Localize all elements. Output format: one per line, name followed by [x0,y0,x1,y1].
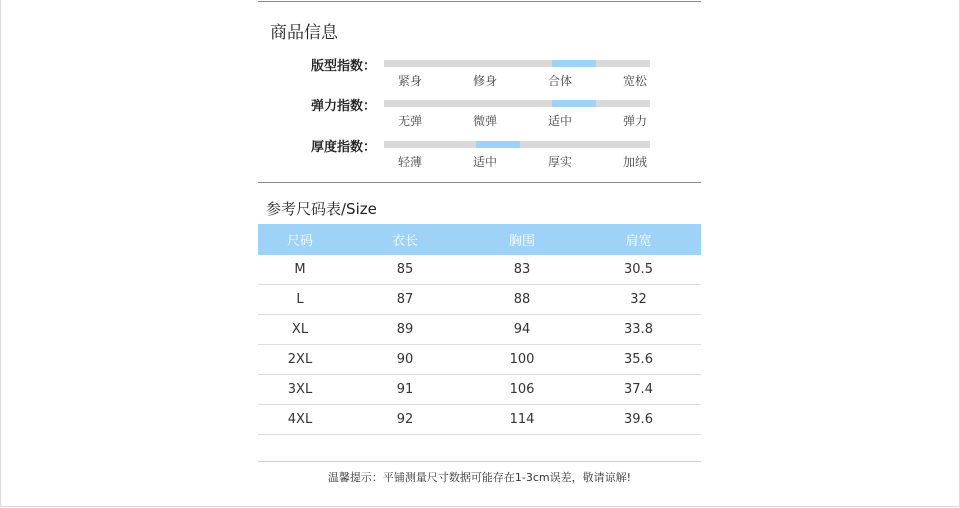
cell-shoulder: 30.5 [576,255,701,285]
thickness-option-4: 加绒 [622,155,647,169]
elasticity-option-2: 微弹 [472,114,497,128]
fit-index-indicator [552,60,596,67]
section-divider [258,182,701,183]
header-shoulder: 肩宽 [576,224,701,255]
thickness-index-bar [384,141,650,148]
thickness-option-2: 适中 [472,155,497,169]
elasticity-index-row [300,95,660,128]
cell-size: M [258,255,342,285]
table-row [258,255,701,285]
cell-shoulder: 35.6 [576,345,701,375]
size-chart-table [258,224,701,435]
thickness-index-label: 厚度指数： [310,140,376,155]
table-row [258,375,701,405]
cell-length: 91 [342,375,468,405]
fit-index-row [300,55,660,88]
cell-length: 92 [342,405,468,435]
table-row [258,285,701,315]
header-length: 衣长 [342,224,468,255]
thickness-index-row [300,136,660,169]
cell-shoulder: 39.6 [576,405,701,435]
cell-chest: 83 [468,255,576,285]
elasticity-option-4: 弹力 [622,114,647,128]
elasticity-index-indicator [552,100,596,107]
cell-shoulder: 37.4 [576,375,701,405]
thickness-option-3: 厚实 [547,155,572,169]
cell-shoulder: 33.8 [576,315,701,345]
cell-length: 85 [342,255,468,285]
thickness-option-1: 轻薄 [397,155,422,169]
cell-shoulder: 32 [576,285,701,315]
table-row [258,405,701,435]
cell-chest: 88 [468,285,576,315]
thickness-index-indicator [476,141,520,148]
top-divider [258,1,701,2]
footer-divider [258,461,701,462]
cell-length: 89 [342,315,468,345]
elasticity-index-bar [384,100,650,107]
table-row [258,315,701,345]
fit-option-4: 宽松 [622,74,647,88]
elasticity-index-label: 弹力指数： [310,99,376,114]
header-chest: 胸围 [468,224,576,255]
elasticity-option-3: 适中 [547,114,572,128]
cell-length: 87 [342,285,468,315]
fit-index-bar [384,60,650,67]
cell-size: L [258,285,342,315]
table-header-row [258,224,701,255]
fit-option-1: 紧身 [397,74,422,88]
cell-size: 3XL [258,375,342,405]
cell-chest: 100 [468,345,576,375]
cell-chest: 114 [468,405,576,435]
cell-length: 90 [342,345,468,375]
fit-option-2: 修身 [472,74,497,88]
cell-chest: 94 [468,315,576,345]
cell-chest: 106 [468,375,576,405]
size-chart-title: 参考尺码表/Size [266,200,377,218]
cell-size: 2XL [258,345,342,375]
elasticity-option-1: 无弹 [397,114,422,128]
footer-note: 温馨提示：平铺测量尺寸数据可能存在1-3cm误差，敬请谅解! [327,471,632,484]
cell-size: 4XL [258,405,342,435]
cell-size: XL [258,315,342,345]
fit-option-3: 合体 [547,74,572,88]
fit-index-label: 版型指数： [310,59,376,74]
product-info-title: 商品信息 [270,23,338,43]
table-row [258,345,701,375]
header-size: 尺码 [258,224,342,255]
